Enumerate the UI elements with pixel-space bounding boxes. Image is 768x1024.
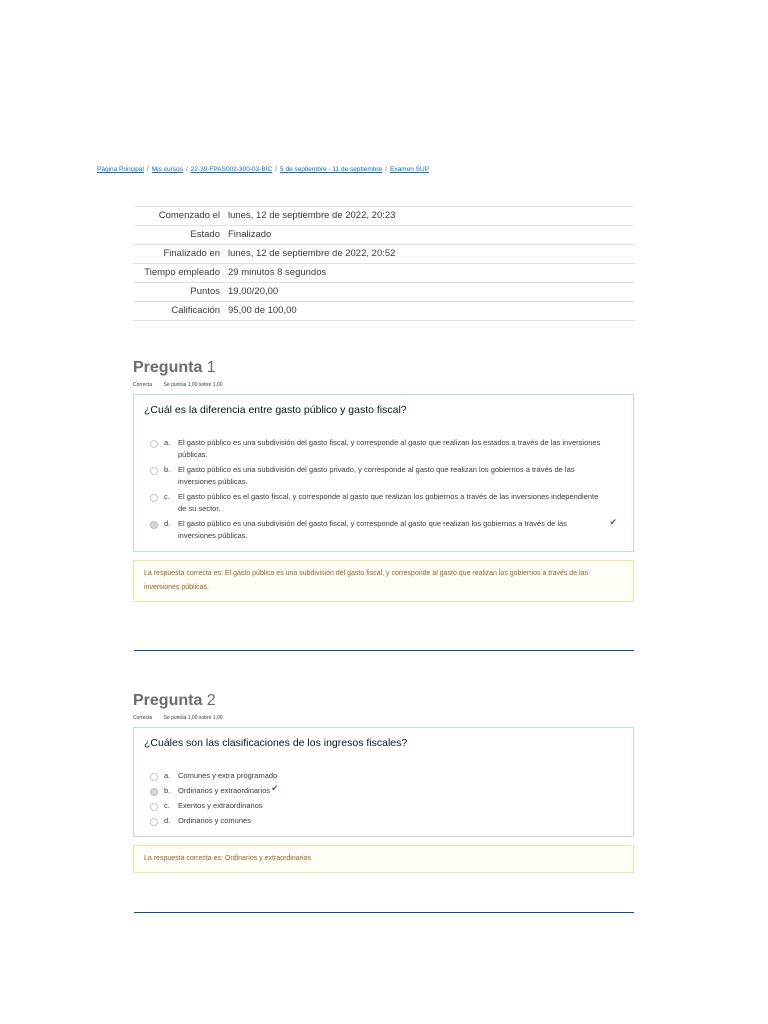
answer-text: Ordinarios y extraordinarios xyxy=(178,786,271,795)
breadcrumb-separator: / xyxy=(146,166,149,173)
question-title xyxy=(133,691,634,711)
summary-row-started xyxy=(134,207,634,226)
answer-letter: c. xyxy=(164,801,170,810)
summary-row-grade xyxy=(134,302,634,321)
question-grade: Se puntúa 1,00 sobre 1,00 xyxy=(163,382,223,388)
radio-button-selected[interactable] xyxy=(150,521,158,529)
radio-button[interactable] xyxy=(150,818,158,826)
answer-text-wrapper xyxy=(178,518,623,542)
question-number: 1 xyxy=(206,359,216,376)
summary-label: Tiempo empleado xyxy=(144,267,220,278)
breadcrumb-week[interactable]: 5 de septiembre - 11 de septiembre xyxy=(280,166,383,173)
answer-text: Comunes y extra programado xyxy=(178,771,278,780)
summary-value: 19,00/20,00 xyxy=(228,286,279,297)
breadcrumb-separator: / xyxy=(385,166,387,173)
breadcrumb-separator: / xyxy=(275,166,278,173)
radio-button[interactable] xyxy=(150,803,158,811)
answer-letter: c. xyxy=(164,492,170,501)
summary-label: Finalizado en xyxy=(163,248,220,259)
breadcrumb-my-courses[interactable]: Mis cursos xyxy=(151,166,183,173)
question-number: 2 xyxy=(206,692,216,709)
summary-row-state xyxy=(134,226,634,245)
summary-value: Finalizado xyxy=(228,229,272,240)
attempt-summary-table xyxy=(134,206,634,321)
question-text: ¿Cuál es la diferencia entre gasto público y gasto fiscal? xyxy=(144,404,407,416)
answer-letter: d. xyxy=(164,519,171,528)
question-content xyxy=(133,394,634,552)
check-icon: ✔ xyxy=(271,783,279,793)
summary-label: Comenzado el xyxy=(158,210,220,221)
summary-label: Puntos xyxy=(190,286,220,297)
answer-option-c[interactable] xyxy=(144,491,623,515)
summary-row-finished xyxy=(134,245,634,264)
check-icon: ✔ xyxy=(609,517,617,527)
question-title-label: Pregunta xyxy=(133,359,203,376)
breadcrumb-separator: / xyxy=(185,166,188,173)
question-title xyxy=(133,358,634,378)
radio-button-selected[interactable] xyxy=(150,788,158,796)
answer-option-c[interactable] xyxy=(144,800,623,812)
question-text: ¿Cuáles son las clasificaciones de los ingresos fiscales? xyxy=(144,737,408,749)
answer-letter: a. xyxy=(164,771,171,780)
answer-option-b[interactable] xyxy=(144,785,623,797)
summary-label: Calificación xyxy=(171,305,220,316)
answer-letter: b. xyxy=(164,786,171,795)
question-info xyxy=(133,715,634,723)
summary-value: lunes, 12 de septiembre de 2022, 20:52 xyxy=(228,248,396,259)
summary-value: 29 minutos 8 segundos xyxy=(228,267,327,278)
radio-button[interactable] xyxy=(150,494,158,502)
radio-button[interactable] xyxy=(150,467,158,475)
correct-answer-feedback: La respuesta correcta es: El gasto público es una subdivisión del gasto fiscal, y corresponde al gasto que realizan los gobiernos a través de las inversiones públicas. xyxy=(133,560,634,602)
answer-option-a[interactable] xyxy=(144,770,623,782)
question-content xyxy=(133,727,634,837)
question-state: Correcta xyxy=(133,715,153,721)
breadcrumb-home[interactable]: Página Principal xyxy=(97,166,144,173)
answer-letter: d. xyxy=(164,816,171,825)
summary-row-points xyxy=(134,283,634,302)
answer-option-b[interactable] xyxy=(144,464,623,488)
radio-button[interactable] xyxy=(150,440,158,448)
breadcrumb-course[interactable]: 22-39-FPAS002-300-03-BIC xyxy=(190,166,273,173)
answer-option-d[interactable] xyxy=(144,518,623,542)
summary-label: Estado xyxy=(190,229,220,240)
radio-button[interactable] xyxy=(150,773,158,781)
summary-value: lunes, 12 de septiembre de 2022, 20:23 xyxy=(228,210,396,221)
answer-text: Exentos y extraordinarios xyxy=(178,801,263,810)
question-1 xyxy=(133,358,634,602)
answer-text: El gasto público es una subdivisión del gasto fiscal, y corresponde al gasto que realizan los estados a través de las inversiones públicas. xyxy=(178,438,601,459)
summary-row-time xyxy=(134,264,634,283)
summary-value: 95,00 de 100,00 xyxy=(228,305,297,316)
answer-letter: a. xyxy=(164,438,171,447)
question-grade: Se puntúa 1,00 sobre 1,00 xyxy=(163,715,223,721)
question-2 xyxy=(133,691,634,873)
answer-option-a[interactable] xyxy=(144,437,623,461)
answer-letter: b. xyxy=(164,465,171,474)
question-title-label: Pregunta xyxy=(133,692,203,709)
answer-text: El gasto público es una subdivisión del gasto fiscal, y corresponde al gasto que realizan los gobiernos a través de las inversiones públicas. xyxy=(178,519,567,540)
question-info xyxy=(133,382,634,390)
answer-text: El gasto público es el gasto fiscal, y corresponde al gasto que realizan los gobiernos a través de las inversiones independiente de su sector. xyxy=(178,492,599,513)
answer-text: El gasto público es una subdivisión del gasto privado, y corresponde al gasto que realizan los gobiernos a través de las inversiones públicas. xyxy=(178,465,575,486)
breadcrumb-exam[interactable]: Examen SUP xyxy=(389,166,430,173)
breadcrumb xyxy=(97,166,429,173)
correct-answer-feedback: La respuesta correcta es: Ordinarios y extraordinarios xyxy=(133,845,634,873)
answer-text: Ordinarios y comunes xyxy=(178,816,251,825)
question-divider xyxy=(134,650,634,651)
question-divider xyxy=(134,912,634,913)
question-state: Correcta xyxy=(133,382,153,388)
answer-option-d[interactable] xyxy=(144,815,623,827)
